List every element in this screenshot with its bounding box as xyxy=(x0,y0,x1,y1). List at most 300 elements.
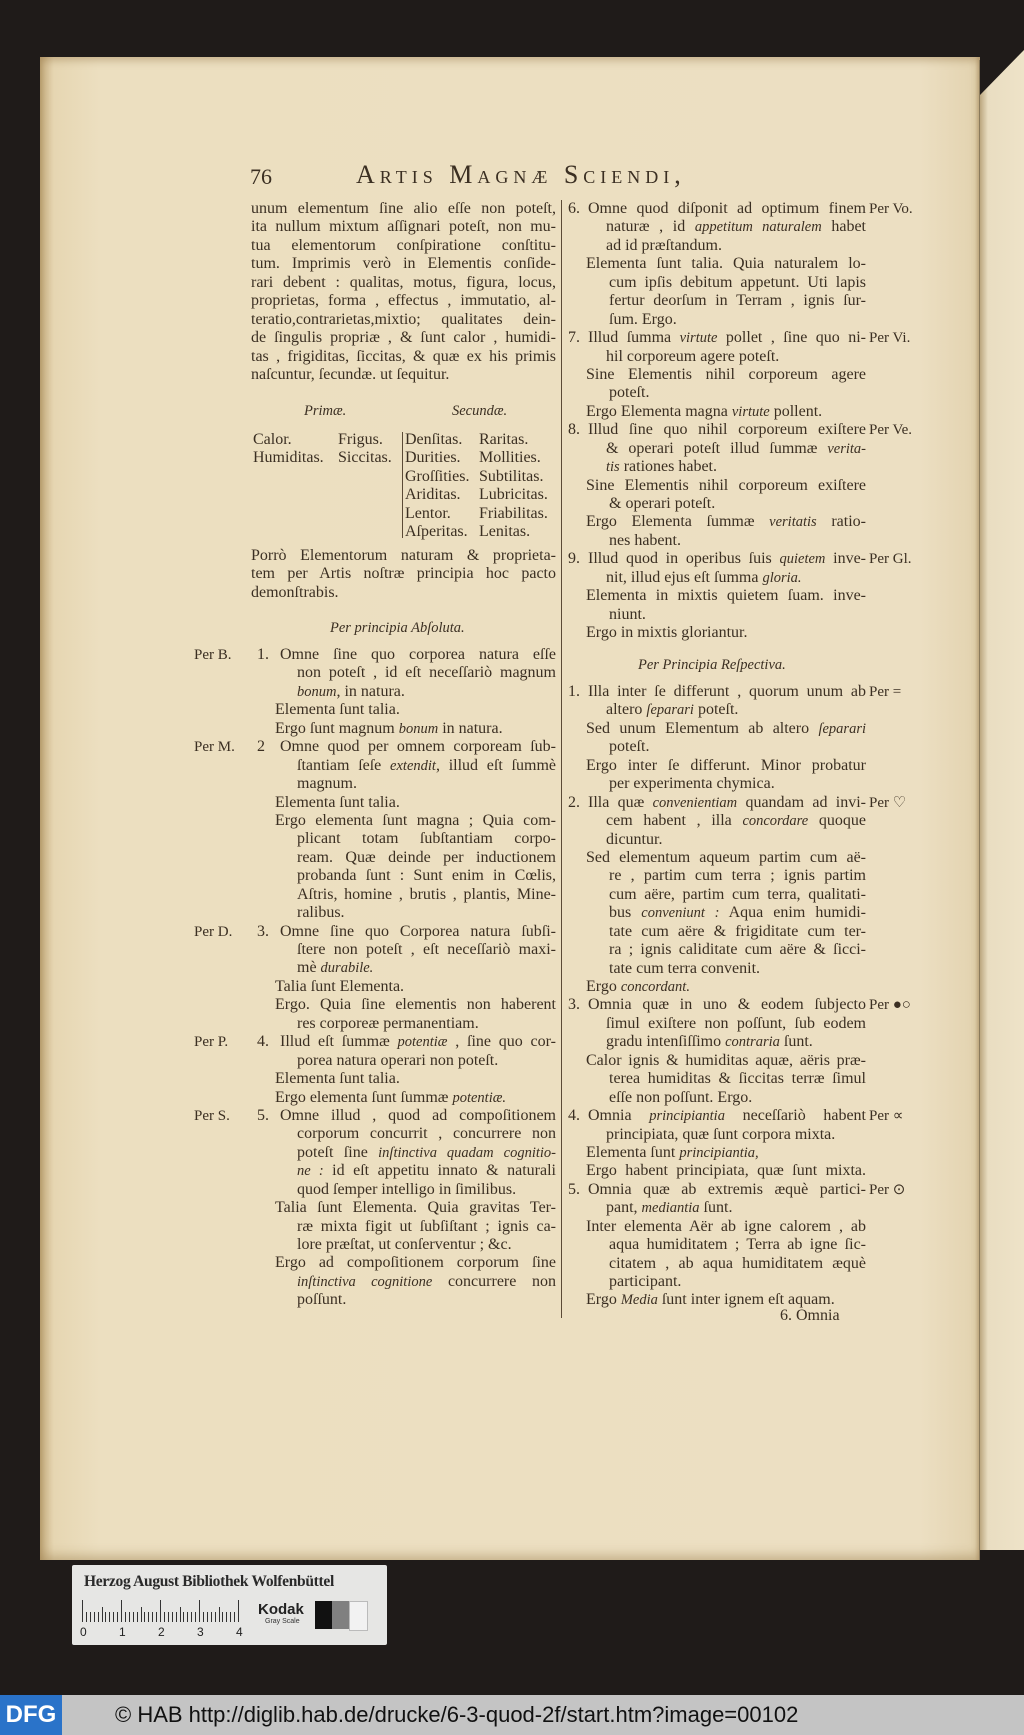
text-run: Omne quod diſponit ad optimum finem xyxy=(588,200,866,217)
text-run: non poteſt , id eſt neceſſariò magnum xyxy=(297,664,556,682)
line-text xyxy=(609,923,866,941)
ruler-tick xyxy=(176,1612,177,1622)
line-text xyxy=(251,218,556,236)
ruler-tick xyxy=(137,1612,138,1622)
text-run: pant, xyxy=(606,1199,642,1217)
margin-note: Per ⊙ xyxy=(869,1181,906,1198)
text-run: Ergo habent principiata, quæ ſunt mixta. xyxy=(586,1162,866,1180)
text-line xyxy=(566,1162,866,1180)
item-number: 7. xyxy=(568,329,580,347)
text-line xyxy=(251,1015,556,1033)
text-line xyxy=(566,348,866,366)
text-run: id eſt appetitu innato & naturali xyxy=(323,1162,557,1180)
line-text xyxy=(586,366,866,384)
text-line xyxy=(251,996,556,1014)
text-line xyxy=(251,1291,556,1309)
line-text xyxy=(609,1273,866,1291)
text-line xyxy=(251,1089,556,1107)
text-line xyxy=(251,584,556,602)
text-line xyxy=(251,292,556,310)
italic-term: durabile. xyxy=(320,960,374,977)
primary-quality: Calor. xyxy=(253,431,292,448)
text-line xyxy=(251,904,556,922)
line-text xyxy=(275,1089,556,1107)
ruler-tick xyxy=(180,1607,181,1622)
text-run: Ergo xyxy=(586,1291,621,1309)
text-run: ſunt inter ignem eſt aquam. xyxy=(657,1291,835,1309)
text-run: Sine Elementis nihil corporeum exiſtere xyxy=(586,476,866,494)
line-text xyxy=(609,1236,866,1254)
text-run: principiata, quæ ſunt corpora mixta. xyxy=(606,1125,836,1143)
line-text xyxy=(606,1126,866,1144)
line-text xyxy=(586,513,866,531)
text-line xyxy=(566,1199,866,1217)
margin-note: Per = xyxy=(869,684,902,700)
text-run: Illud ſine quo nihil corporeum exiſtere xyxy=(588,421,866,439)
gray-patch-black xyxy=(315,1601,332,1629)
ruler-tick xyxy=(144,1612,145,1622)
ruler-tick xyxy=(117,1612,118,1622)
text-run: ſunt. xyxy=(779,1033,813,1051)
line-text xyxy=(586,255,866,273)
line-text xyxy=(609,384,866,402)
margin-note: Per M. xyxy=(194,739,235,756)
line-text xyxy=(586,1218,866,1236)
text-run: concurrere non xyxy=(432,1272,556,1290)
item-number: 2. xyxy=(568,793,580,811)
margin-note: Per ∝ xyxy=(869,1108,904,1125)
gray-patch-mid xyxy=(332,1601,349,1629)
text-run: neceſſariò habent xyxy=(724,1107,867,1125)
text-run: ralibus. xyxy=(297,904,345,922)
ruler-tick xyxy=(234,1612,235,1622)
item-number: 6. xyxy=(568,200,580,217)
text-line xyxy=(251,849,556,867)
line-text xyxy=(586,757,866,775)
text-run: Ergo inter ſe differunt. Minor probatur xyxy=(586,756,866,774)
text-line xyxy=(251,757,556,775)
text-line xyxy=(251,547,556,565)
secondary-quality: Ariditas. xyxy=(405,486,461,504)
heading-absoluta: Per principia Abſoluta. xyxy=(330,620,465,636)
text-run: ſtantiam ſeſe xyxy=(297,756,391,774)
text-run: aqua humiditatem ; Terra ab igne ſic- xyxy=(609,1236,866,1254)
text-run: naturæ , id xyxy=(606,218,695,236)
line-text xyxy=(588,996,866,1014)
text-run: Omne illud , quod ad compoſitionem xyxy=(280,1106,556,1124)
ruler-tick xyxy=(187,1612,188,1622)
text-line xyxy=(566,849,866,867)
text-line xyxy=(566,1180,906,1199)
text-line xyxy=(251,1125,556,1143)
text-run: ſimul exiſtere non poſſunt, ſub eodem xyxy=(606,1014,866,1032)
text-line xyxy=(566,366,866,384)
text-line xyxy=(194,1033,556,1051)
text-run: rari debent : qualitas, motus, figura, locus, xyxy=(251,273,556,291)
text-line xyxy=(194,738,556,756)
line-text xyxy=(609,1089,866,1107)
text-run: probanda ſunt : Sunt enim in Cœlis, xyxy=(297,867,556,885)
text-run: quandam ad invi- xyxy=(737,793,867,811)
text-run: terea humiditas & ſiccitas terræ ſimul xyxy=(609,1070,866,1088)
text-run: poteſt. xyxy=(609,738,650,756)
text-run: , illud eſt ſummè xyxy=(435,756,556,774)
ruler-tick xyxy=(207,1612,208,1622)
text-run: dicuntur. xyxy=(606,830,663,848)
text-line xyxy=(566,569,866,587)
text-line xyxy=(566,477,866,495)
line-text xyxy=(606,1015,866,1033)
line-text xyxy=(275,996,556,1014)
text-run: Omne quod per omnem corpoream ſub- xyxy=(280,738,556,756)
ruler-tick xyxy=(82,1600,83,1622)
text-line xyxy=(566,775,866,793)
text-line xyxy=(251,218,556,236)
text-line xyxy=(566,923,866,941)
ruler-tick xyxy=(230,1612,231,1622)
text-run: ræ mixta figit ut ſubſiſtant ; ignis ca- xyxy=(297,1217,556,1235)
italic-term: contraria xyxy=(725,1034,780,1051)
text-run: Illud ſumma xyxy=(588,329,680,347)
line-text xyxy=(251,547,556,565)
line-text xyxy=(297,1236,556,1254)
text-line xyxy=(251,1181,556,1199)
line-text xyxy=(609,311,866,329)
text-line xyxy=(251,1254,556,1272)
line-text xyxy=(586,1162,866,1180)
text-line xyxy=(566,1273,866,1291)
line-text xyxy=(586,1052,866,1070)
text-line xyxy=(251,1218,556,1236)
text-line xyxy=(566,831,866,849)
line-text xyxy=(275,978,556,996)
text-run: Ergo Elementa ſummæ xyxy=(586,513,770,531)
text-line xyxy=(566,720,866,738)
text-run: Omne ſine quo corporea natura eſſe xyxy=(280,646,556,663)
text-run: Illud eſt ſummæ xyxy=(280,1033,398,1051)
library-name: Herzog August Bibliothek Wolfenbüttel xyxy=(84,1573,334,1590)
line-text xyxy=(251,200,556,218)
text-run: rationes habet. xyxy=(619,458,717,476)
line-text xyxy=(251,292,556,310)
line-text xyxy=(280,1033,556,1051)
line-text xyxy=(297,664,556,682)
text-run: hil corporeum agere poteſt. xyxy=(606,347,780,365)
line-text xyxy=(606,1199,866,1217)
italic-term: extendit xyxy=(390,757,436,774)
text-line xyxy=(251,274,556,292)
italic-term: convenientiam xyxy=(652,794,738,811)
text-line xyxy=(566,1052,866,1070)
text-line xyxy=(566,440,866,458)
italic-term: Media xyxy=(620,1292,658,1309)
secondary-quality: Lentor. xyxy=(405,504,451,522)
text-line xyxy=(251,978,556,996)
text-line xyxy=(251,959,556,977)
text-line xyxy=(566,1236,866,1254)
line-text xyxy=(297,886,556,904)
line-text xyxy=(588,683,866,701)
text-line xyxy=(566,624,866,642)
text-run: Elementa in mixtis quietem ſuam. inve- xyxy=(586,587,866,605)
text-line xyxy=(566,384,866,402)
item-number: 5. xyxy=(257,1106,269,1124)
running-head: Artis Magnæ Sciendi, xyxy=(356,160,686,189)
text-line xyxy=(251,701,556,719)
line-text xyxy=(297,867,556,885)
line-text xyxy=(588,794,866,812)
text-line xyxy=(251,329,556,347)
text-run: eſſe non poſſunt. Ergo. xyxy=(609,1088,753,1106)
text-line xyxy=(251,830,556,848)
margin-note: Per ♡ xyxy=(869,794,907,811)
line-text xyxy=(586,477,866,495)
ruler-tick xyxy=(121,1600,122,1622)
margin-note: Per Gl. xyxy=(869,551,912,568)
text-run: Ergo Elementa magna xyxy=(586,402,732,420)
margin-note: Per S. xyxy=(194,1107,230,1124)
text-line xyxy=(251,1199,556,1217)
right-column-syllogisms-absoluta xyxy=(566,200,913,643)
item-number: 1. xyxy=(568,683,580,700)
text-run: ſum. Ergo. xyxy=(609,310,677,328)
ruler-tick xyxy=(211,1612,212,1622)
margin-note: Per D. xyxy=(194,923,233,940)
ruler-tick xyxy=(109,1612,110,1622)
kodak-brand: Kodak xyxy=(258,1601,304,1618)
ruler-tick xyxy=(183,1612,184,1622)
ruler-tick xyxy=(141,1607,142,1622)
line-text xyxy=(297,1052,556,1070)
text-line xyxy=(566,978,866,996)
line-text xyxy=(606,348,866,366)
ruler-tick xyxy=(102,1607,103,1622)
text-run: Elementa ſunt talia. Quia naturalem lo- xyxy=(586,255,866,273)
text-run: ra ; ignis caliditate cum aëre & ſicci- xyxy=(609,941,866,959)
line-text xyxy=(586,587,866,605)
ruler-tick xyxy=(164,1612,165,1622)
next-page-edge xyxy=(980,50,1024,1550)
text-run: Elementa ſunt talia. xyxy=(275,793,400,811)
text-run: Sed unum Elementum ab altero xyxy=(586,719,819,737)
text-run: Ergo xyxy=(586,978,621,995)
italic-term: virtute xyxy=(731,403,770,420)
text-run: Inter elementa Aër ab igne calorem , ab xyxy=(586,1217,866,1235)
text-line xyxy=(566,274,866,292)
line-text xyxy=(609,292,866,310)
credit-url[interactable]: © HAB http://diglib.hab.de/drucke/6-3-quod-2f/start.htm?image=00102 xyxy=(115,1702,799,1727)
text-run: tem per Artis noſtræ principia hoc pacto xyxy=(251,565,556,583)
ruler-number: 1 xyxy=(119,1625,126,1639)
text-run: unum elementum ſine alio eſſe non poteſt, xyxy=(251,200,556,217)
text-run: pollet , ſine quo ni- xyxy=(717,329,866,347)
line-text xyxy=(297,1144,556,1162)
italic-term: conveniunt : xyxy=(641,905,720,922)
line-text xyxy=(606,1033,866,1051)
text-run: cem habent , illa xyxy=(606,812,743,830)
text-line xyxy=(566,1126,866,1144)
text-line xyxy=(566,996,911,1014)
secondary-quality: Denſitas. xyxy=(405,431,463,448)
text-run: tate cum aëre & frigiditate cum ter- xyxy=(609,922,866,940)
italic-term: inſtinctiva cognitione xyxy=(297,1273,433,1290)
italic-term: appetitum naturalem xyxy=(694,219,822,236)
ruler-tick xyxy=(199,1600,200,1622)
line-text xyxy=(606,237,866,255)
line-text xyxy=(609,1255,866,1273)
text-run: Ergo. Quia ſine elementis non haberent xyxy=(275,996,556,1014)
secondary-quality: Mollities. xyxy=(479,449,541,467)
text-run: quoque xyxy=(808,812,866,830)
italic-term: gloria. xyxy=(762,569,802,586)
ruler-tick xyxy=(125,1612,126,1622)
line-text xyxy=(588,329,866,347)
text-line xyxy=(251,237,556,255)
item-number: 4. xyxy=(568,1107,580,1125)
text-run: Elementa ſunt xyxy=(586,1143,680,1161)
line-text xyxy=(606,812,866,830)
secondary-quality: Lenitas. xyxy=(479,523,531,541)
text-run: ſunt. xyxy=(699,1199,733,1217)
text-run: bus xyxy=(609,904,642,922)
text-run: porea natura operari non poteſt. xyxy=(297,1051,499,1069)
primary-quality: Humiditas. xyxy=(253,449,324,467)
line-text xyxy=(297,1125,556,1143)
page-edge-line xyxy=(979,60,980,1560)
gray-patch-white xyxy=(349,1601,368,1631)
ruler-tick xyxy=(168,1612,169,1622)
secondary-quality: Subtilitas. xyxy=(479,467,544,485)
text-line xyxy=(566,867,866,885)
ruler-number: 3 xyxy=(197,1625,204,1639)
line-text xyxy=(609,867,866,885)
text-run: poteſt ſine xyxy=(297,1143,379,1161)
text-run: proprietas, forma , effectus , immutatio, al- xyxy=(251,292,556,310)
text-run: Ergo elementa ſunt ſummæ xyxy=(275,1088,453,1106)
italic-term: ſeparari xyxy=(646,702,694,719)
ruler-tick xyxy=(133,1612,134,1622)
line-text xyxy=(275,720,556,738)
italic-term: inſtinctiva quadam cognitio- xyxy=(378,1144,556,1161)
line-text xyxy=(297,683,556,701)
text-line xyxy=(194,1106,556,1125)
text-line xyxy=(566,1107,904,1125)
text-line xyxy=(194,922,556,941)
item-number: 8. xyxy=(568,421,580,439)
secundae-label: Secundæ. xyxy=(452,403,508,419)
item-number: 3. xyxy=(257,922,269,940)
text-run: Elementa ſunt talia. xyxy=(275,1070,400,1088)
line-text xyxy=(588,1181,866,1199)
text-run: gradu intenſiſſimo xyxy=(606,1033,726,1051)
line-text xyxy=(609,1070,866,1088)
ruler-tick xyxy=(86,1612,87,1622)
text-run: tas , frigiditas, ſiccitas, & quæ ex his primis xyxy=(251,347,556,365)
text-line xyxy=(566,1089,866,1107)
margin-note: Per P. xyxy=(194,1034,229,1051)
text-run: & operari poteſt illud ſummæ xyxy=(606,439,828,457)
text-run: de ſingulis propriæ , & ſunt calor , humidi- xyxy=(251,329,556,347)
text-line xyxy=(566,255,866,273)
item-number: 5. xyxy=(568,1180,580,1198)
text-line xyxy=(566,458,866,476)
line-text xyxy=(297,1273,556,1291)
text-run: & operari poteſt. xyxy=(609,495,716,512)
text-run: pollent. xyxy=(769,402,823,420)
ruler-tick xyxy=(152,1612,153,1622)
ruler-tick xyxy=(129,1612,130,1622)
line-text xyxy=(606,218,866,236)
line-text xyxy=(275,1070,556,1088)
text-line xyxy=(566,606,866,624)
line-text xyxy=(251,237,556,255)
text-run: Omnia xyxy=(588,1107,650,1125)
text-run: Talia ſunt Elementa. Quia gravitas Ter- xyxy=(275,1199,556,1217)
text-line xyxy=(566,793,907,812)
text-run: habet xyxy=(821,218,866,236)
text-run: re , partim cum terra ; ignis partim xyxy=(609,867,866,885)
secondary-quality: Durities. xyxy=(405,449,461,467)
text-run: nes habent. xyxy=(609,531,681,549)
margin-note: Per B. xyxy=(194,647,232,663)
text-line xyxy=(251,664,556,682)
ruler-tick xyxy=(148,1612,149,1622)
line-text xyxy=(280,738,556,756)
text-line xyxy=(251,812,556,830)
text-line xyxy=(566,757,866,775)
text-line xyxy=(251,1070,556,1088)
line-text xyxy=(609,606,866,624)
text-line xyxy=(251,565,556,583)
heading-respectiva: Per Principia Reſpectiva. xyxy=(638,657,786,673)
dfg-logo: DFG xyxy=(0,1695,62,1735)
line-text xyxy=(609,941,866,959)
italic-term: potentiæ xyxy=(397,1034,448,1051)
gray-scale-label: Gray Scale xyxy=(265,1618,300,1625)
line-text xyxy=(586,624,866,642)
text-line xyxy=(566,421,913,439)
text-run: Aſtris, homine , brutis , plantis, Mine- xyxy=(297,885,556,903)
italic-term: potentiæ. xyxy=(452,1089,507,1106)
margin-note: Per Vi. xyxy=(869,330,911,347)
line-text xyxy=(297,941,556,959)
line-text xyxy=(609,495,866,513)
text-line xyxy=(251,941,556,959)
table-divider xyxy=(402,432,403,538)
ruler-number: 4 xyxy=(236,1625,243,1639)
text-line xyxy=(251,1144,556,1162)
item-number: 4. xyxy=(257,1033,269,1051)
line-text xyxy=(297,1218,556,1236)
text-run: , in natura. xyxy=(336,682,405,700)
text-run: cum aëre, partim cum terra, qualitati- xyxy=(609,885,866,903)
italic-term: ne : xyxy=(297,1163,324,1180)
catchword: 6. Omnia xyxy=(780,1307,840,1324)
line-text xyxy=(586,978,866,996)
text-line xyxy=(566,311,866,329)
secondary-quality: Aſperitas. xyxy=(405,523,468,541)
line-text xyxy=(588,421,866,439)
text-run: Sed elementum aqueum partim cum aë- xyxy=(586,848,866,866)
line-text xyxy=(609,904,866,922)
text-run: res corporeæ permanentiam. xyxy=(297,1014,479,1032)
line-text xyxy=(588,1107,866,1125)
line-text xyxy=(606,701,866,719)
line-text xyxy=(609,274,866,292)
item-number: 1. xyxy=(257,646,269,663)
line-text xyxy=(586,403,866,421)
text-run: demonſtrabis. xyxy=(251,583,339,601)
